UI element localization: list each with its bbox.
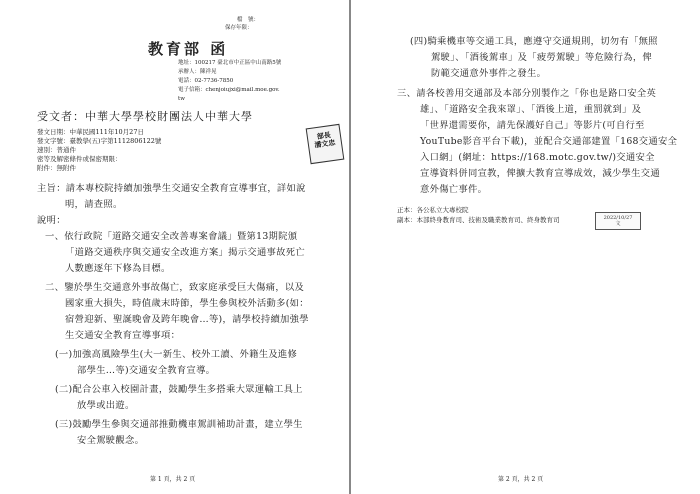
- sub4-line1: (四)騎乘機車等交通工具，應遵守交通規則，切勿有「無照: [410, 36, 658, 47]
- speed-type: 速別：普通件: [37, 146, 76, 154]
- item3-line4: YouTube影音平台下載)，並配合交通部建置「168交通安全: [420, 136, 678, 147]
- document-page-2: [351, 0, 700, 494]
- sub1-line2: 部學生…等)交通安全教育宣導。: [77, 365, 216, 376]
- retention-label: 保存年限：: [225, 25, 253, 31]
- sub3-line2: 安全駕駛觀念。: [77, 435, 145, 446]
- date-stamp-text: 2022/10/27 文: [603, 215, 633, 227]
- subject-line-1: 主旨：請本專校院持續加強學生交通安全教育宣導事宜，詳如說: [37, 183, 306, 194]
- official-seal: [306, 124, 345, 164]
- item2-line3: 宿營迎新、聖誕晚會及跨年晚會…等)，請學校持續加強學: [65, 314, 309, 325]
- page-number: 第 2 頁，共 2 頁: [498, 476, 544, 483]
- sub4-line3: 防範交通意外事件之發生。: [431, 68, 547, 79]
- page-number: 第 1 頁，共 2 頁: [150, 476, 196, 483]
- sub1-line1: (一)加強高風險學生(大一新生、校外工讀、外籍生及進修: [55, 349, 298, 360]
- document-title: 教育部 函: [148, 40, 229, 58]
- document-page-1: [0, 0, 349, 494]
- date-stamp: [595, 212, 641, 230]
- item1-line1: 一、依行政院「道路交通安全改善專案會議」暨第13期院頒: [45, 231, 298, 242]
- email-continued: tw: [178, 96, 185, 102]
- item2-line4: 生交通安全教育宣導事項：: [65, 330, 181, 341]
- item3-line7: 意外傷亡事件。: [420, 184, 488, 195]
- item3-line6: 宣導資料併同宣教，俾擴大教育宣導成效，減少學生交通: [420, 168, 660, 179]
- primary-recipient: 正本：各公私立大專校院: [397, 206, 469, 214]
- item2-line2: 國家重大損失，時值歲末時節，學生參與校外活動多(如：: [65, 298, 309, 309]
- copy-recipient: 副本：本部終身教育司、技術及職業教育司、終身教育司: [397, 216, 560, 224]
- attachment: 附件：無附件: [37, 164, 76, 172]
- phone: 電話：02-7736-7850: [178, 78, 234, 84]
- file-number-label: 檔 號：: [237, 17, 260, 23]
- sub3-line1: (三)鼓勵學生參與交通部推動機車駕訓補助計畫，建立學生: [55, 419, 303, 430]
- sub2-line1: (二)配合公車入校園計畫，鼓勵學生多搭乘大眾運輸工具上: [55, 384, 303, 395]
- item3-line2: 雄」、「道路安全我來罩」、「酒後上道，重罰就到」及: [420, 104, 642, 115]
- sub4-line2: 駕駛」、「酒後駕車」及「疲勞駕駛」等危險行為，俾: [431, 52, 653, 63]
- address: 地址：100217 臺北市中正區中山南路5號: [178, 60, 282, 66]
- item1-line2: 「道路交通秩序與交通安全改進方案」揭示交通事故死亡: [65, 247, 305, 258]
- recipient: 受文者：中華大學學校財團法人中華大學: [37, 110, 253, 123]
- contact-person: 承辦人：陳祥晃: [178, 69, 217, 75]
- email: 電子信箱：chenjoiujxi@mail.moe.gov.: [178, 87, 280, 93]
- security-level: 密等及解密條件或保密期限：: [37, 155, 122, 163]
- item2-line1: 二、鑒於學生交通意外事故傷亡，致家庭承受巨大傷痛，以及: [45, 282, 305, 293]
- document-number: 發文字號：臺教學(五)字第1112806122號: [37, 137, 162, 145]
- item3-line5: 入口網」(網址：https://168.motc.gov.tw/)交通安全: [420, 152, 655, 163]
- sub2-line2: 放學或出遊。: [77, 400, 135, 411]
- explanation-label: 說明：: [37, 215, 66, 226]
- seal-text: 部長 潘文忠: [313, 130, 336, 150]
- subject-line-2: 明，請查照。: [65, 199, 123, 210]
- document-date: 發文日期：中華民國111年10月27日: [37, 128, 144, 136]
- item1-line3: 人數應逐年下修為目標。: [65, 263, 171, 274]
- item3-line1: 三、請各校善用交通部及本部分別製作之「你也是路口安全英: [397, 88, 657, 99]
- item3-line3: 「世界還需要你，請先保護好自己」等影片(可自行至: [420, 120, 645, 131]
